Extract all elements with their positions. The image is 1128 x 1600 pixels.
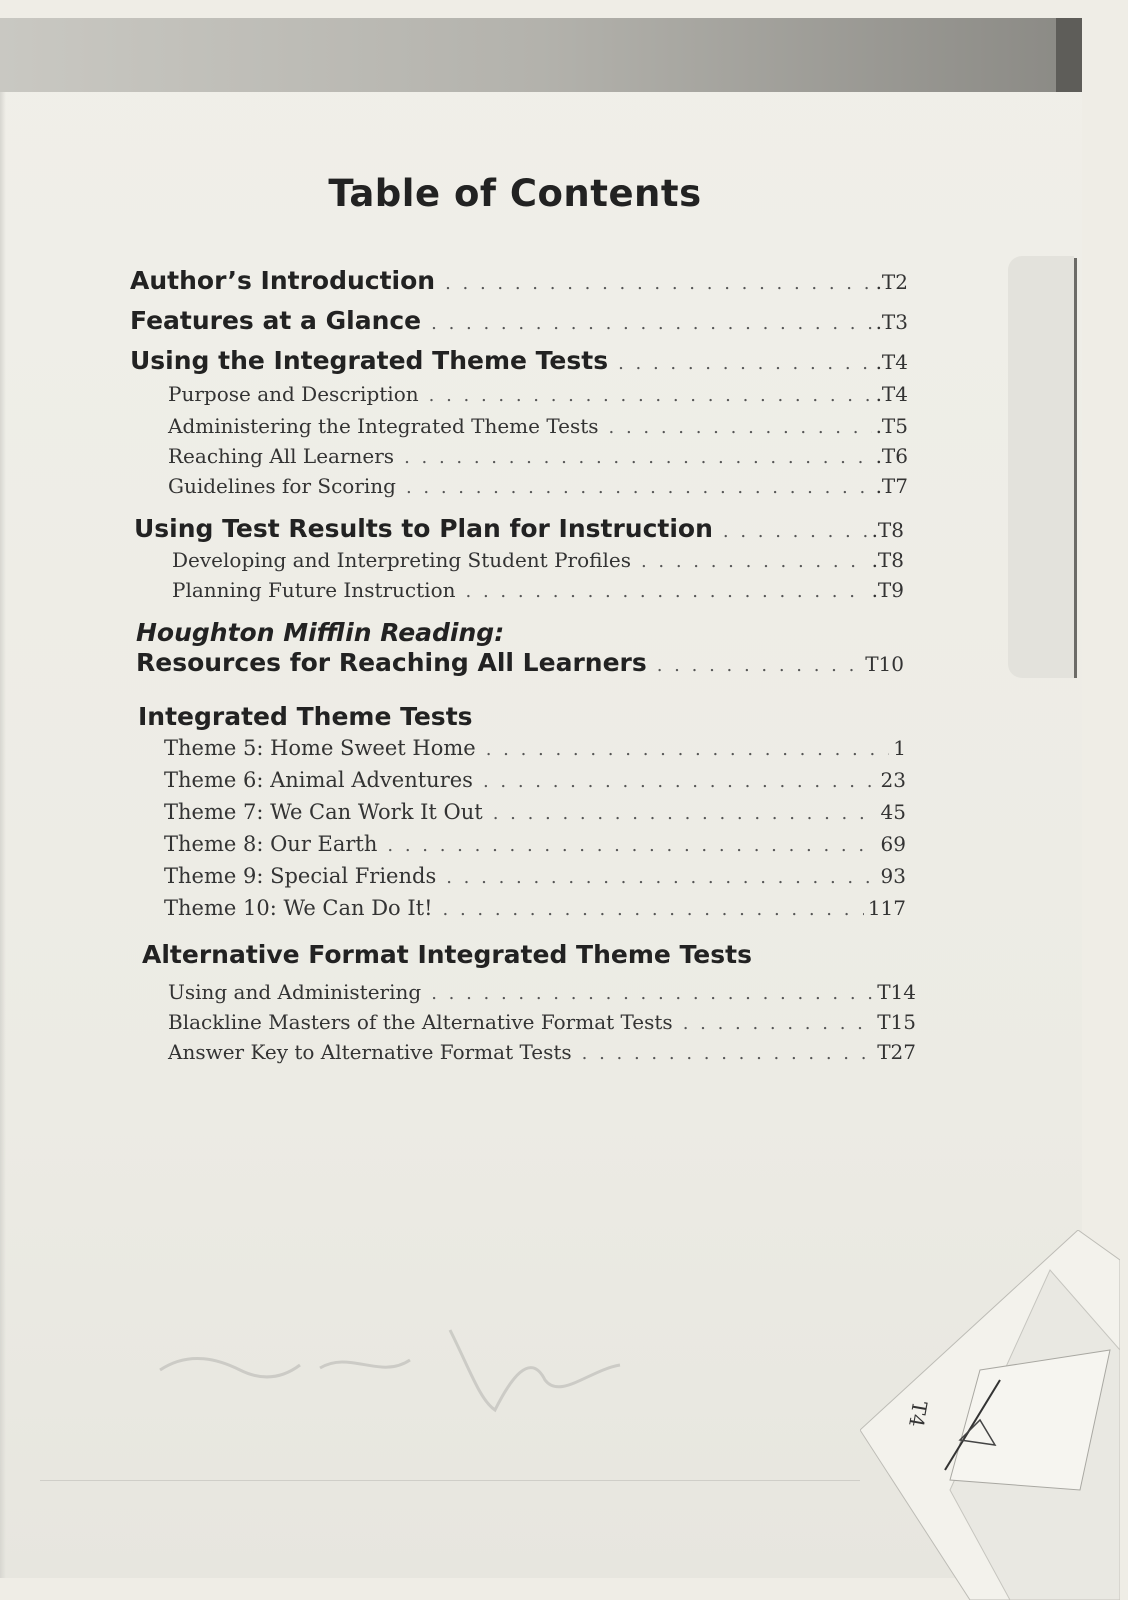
toc-entry-label: Theme 8: Our Earth: [164, 832, 378, 856]
dot-leader: [431, 313, 871, 334]
dot-leader: [387, 835, 876, 856]
toc-entry-label: Theme 9: Special Friends: [164, 864, 437, 888]
toc-entry-label: Using Test Results to Plan for Instruction: [134, 514, 713, 543]
toc-entry-label: Purpose and Description: [168, 382, 419, 406]
toc-entry-page: 1: [893, 736, 906, 760]
dot-leader: [609, 417, 872, 438]
toc-entry-page: .T6: [875, 444, 908, 468]
page-title: Table of Contents: [328, 172, 702, 215]
toc-entry-label: Answer Key to Alternative Format Tests: [168, 1040, 572, 1064]
toc-entry-page: .T8: [871, 548, 904, 572]
header-band: [0, 18, 1082, 92]
toc-alt-entry: [168, 980, 916, 1004]
integrated-heading: Integrated Theme Tests: [138, 702, 473, 731]
dot-leader: [723, 521, 868, 542]
alternative-heading: Alternative Format Integrated Theme Tests: [142, 940, 752, 969]
dot-leader: [446, 867, 876, 888]
dot-leader: [445, 273, 871, 294]
toc-entry-test-results: [134, 514, 904, 543]
toc-subentry: [172, 548, 904, 572]
toc-entry-label: Resources for Reaching All Learners: [136, 648, 647, 677]
toc-theme-entry: [164, 832, 906, 856]
toc-entry-page: .T3: [875, 310, 908, 334]
toc-theme-entry: [164, 736, 906, 760]
toc-entry-label: Guidelines for Scoring: [168, 474, 396, 498]
toc-theme-entry: [164, 800, 906, 824]
toc-entry-page: 23: [880, 768, 906, 792]
dot-leader: [486, 739, 890, 760]
toc-entry-label: Features at a Glance: [130, 306, 422, 335]
toc-entry-resources: [136, 648, 904, 677]
header-band-edge: [1056, 18, 1082, 92]
toc-entry-page: .T5: [875, 414, 908, 438]
toc-entry-label: Using and Administering: [168, 980, 422, 1004]
page-number: T4: [903, 1399, 933, 1429]
toc-subentry: [168, 444, 908, 468]
toc-entry-page: T27: [877, 1040, 916, 1064]
side-tab: [1008, 256, 1074, 678]
toc-entry-using-integrated-tests: [130, 346, 908, 375]
dot-leader: [483, 771, 877, 792]
toc-entry-page: 69: [880, 832, 906, 856]
toc-subentry: [168, 474, 908, 498]
dot-leader: [641, 551, 868, 572]
toc-entry-features: [130, 306, 908, 335]
dot-leader: [431, 983, 873, 1004]
toc-entry-label: Planning Future Instruction: [172, 578, 456, 602]
resources-heading: Houghton Mifflin Reading:: [136, 618, 505, 647]
toc-subentry: [168, 382, 908, 406]
toc-entry-authors-introduction: [130, 266, 908, 295]
dot-leader: [404, 447, 872, 468]
signature-showthrough: [150, 1310, 650, 1420]
toc-entry-page: .T8: [871, 518, 904, 542]
toc-subentry: [168, 414, 908, 438]
toc-theme-entry: [164, 896, 906, 920]
toc-entry-page: .T2: [875, 270, 908, 294]
toc-entry-label: Using the Integrated Theme Tests: [130, 346, 609, 375]
toc-entry-label: Administering the Integrated Theme Tests: [168, 414, 599, 438]
toc-theme-entry: [164, 864, 906, 888]
side-rule: [1074, 258, 1077, 678]
toc-entry-label: Theme 10: We Can Do It!: [164, 896, 433, 920]
toc-entry-page: .T4: [875, 350, 908, 374]
toc-entry-page: .T7: [875, 474, 908, 498]
footer-rule: [40, 1480, 860, 1481]
folded-page-corner: [860, 1230, 1120, 1600]
toc-subentry: [172, 578, 904, 602]
dot-leader: [406, 477, 872, 498]
toc-entry-page: T14: [877, 980, 916, 1004]
toc-entry-page: .T4: [875, 382, 908, 406]
dot-leader: [429, 385, 872, 406]
toc-entry-page: 117: [867, 896, 906, 920]
toc-entry-page: 45: [880, 800, 906, 824]
toc-entry-page: .T9: [871, 578, 904, 602]
toc-entry-page: T10: [865, 652, 904, 676]
dot-leader: [443, 899, 864, 920]
dot-leader: [582, 1043, 874, 1064]
dot-leader: [466, 581, 868, 602]
toc-entry-page: T15: [877, 1010, 916, 1034]
toc-entry-label: Developing and Interpreting Student Profiles: [172, 548, 631, 572]
toc-alt-entry: [168, 1010, 916, 1034]
toc-theme-entry: [164, 768, 906, 792]
toc-alt-entry: [168, 1040, 916, 1064]
dot-leader: [618, 353, 872, 374]
dot-leader: [493, 803, 877, 824]
toc-entry-label: Theme 5: Home Sweet Home: [164, 736, 476, 760]
toc-entry-page: 93: [880, 864, 906, 888]
dot-leader: [683, 1013, 874, 1034]
toc-entry-label: Theme 7: We Can Work It Out: [164, 800, 483, 824]
dot-leader: [657, 655, 861, 676]
page-left-shadow: [0, 92, 6, 1578]
toc-entry-label: Reaching All Learners: [168, 444, 395, 468]
toc-entry-label: Author’s Introduction: [130, 266, 436, 295]
toc-entry-label: Blackline Masters of the Alternative Format Tests: [168, 1010, 673, 1034]
toc-entry-label: Theme 6: Animal Adventures: [164, 768, 473, 792]
